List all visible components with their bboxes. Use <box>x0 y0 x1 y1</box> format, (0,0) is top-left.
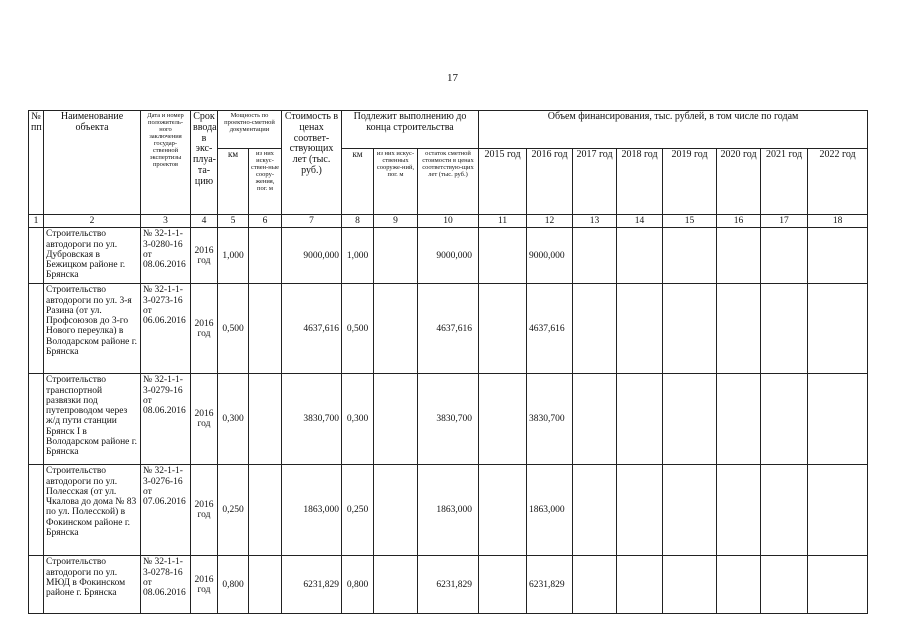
column-number: 6 <box>249 215 282 228</box>
remaining-art <box>374 374 418 465</box>
column-number: 18 <box>808 215 868 228</box>
header-rem-cost: остаток сметной стоимости в ценах соответствую-щих лет (тыс. руб.) <box>418 149 479 215</box>
header-capacity-art: из них искус-ствен-ные соору-жения, пог. м <box>249 149 282 215</box>
capacity-art <box>249 556 282 614</box>
column-number: 7 <box>282 215 342 228</box>
remaining-art <box>374 228 418 284</box>
header-year: 2019 год <box>663 149 717 215</box>
header-date: Дата и номер положитель-ного заключения государ-ственной экспертизы проектов <box>141 111 191 215</box>
financing-2016: 9000,000 <box>527 228 573 284</box>
financing-2017 <box>573 465 617 556</box>
financing-2018 <box>617 284 663 374</box>
financing-2018 <box>617 465 663 556</box>
cost-value: 4637,616 <box>282 284 342 374</box>
remaining-cost: 1863,000 <box>418 465 479 556</box>
header-num: № пп <box>29 111 44 215</box>
header-financing: Объем финансирования, тыс. рублей, в том числе по годам <box>479 111 868 149</box>
column-number: 1 <box>29 215 44 228</box>
capacity-art <box>249 374 282 465</box>
financing-2019 <box>663 228 717 284</box>
expertise-doc: № 32-1-1-3-0280-16 от 08.06.2016 <box>141 228 191 284</box>
column-number: 4 <box>191 215 218 228</box>
remaining-km: 0,800 <box>342 556 374 614</box>
financing-2016: 6231,829 <box>527 556 573 614</box>
remaining-km: 0,500 <box>342 284 374 374</box>
commission-term: 2016 год <box>191 556 218 614</box>
capacity-km: 0,800 <box>218 556 249 614</box>
financing-2015 <box>479 228 527 284</box>
row-number-cell <box>29 465 44 556</box>
remaining-km: 1,000 <box>342 228 374 284</box>
financing-2022 <box>808 465 868 556</box>
column-number: 13 <box>573 215 617 228</box>
header-year: 2022 год <box>808 149 868 215</box>
header-term: Срок ввода в экс-плуа-та-цию <box>191 111 218 215</box>
expertise-doc: № 32-1-1-3-0278-16 от 08.06.2016 <box>141 556 191 614</box>
capacity-km: 1,000 <box>218 228 249 284</box>
financing-2021 <box>761 556 808 614</box>
financing-2017 <box>573 284 617 374</box>
expertise-doc: № 32-1-1-3-0279-16 от 08.06.2016 <box>141 374 191 465</box>
row-number-cell <box>29 556 44 614</box>
expertise-doc: № 32-1-1-3-0276-16 от 07.06.2016 <box>141 465 191 556</box>
object-name: Строительство автодороги по ул. 3-я Разина (от ул. Профсоюзов до 3-го Нового переулка) в Володарском районе г. Брянска <box>44 284 141 374</box>
header-rem-art: из них искус-ственных сооруже-ний, пог. м <box>374 149 418 215</box>
financing-2016: 3830,700 <box>527 374 573 465</box>
header-year: 2017 год <box>573 149 617 215</box>
header-capacity-km: км <box>218 149 249 215</box>
column-number-row <box>29 215 868 228</box>
financing-2015 <box>479 556 527 614</box>
remaining-cost: 6231,829 <box>418 556 479 614</box>
commission-term: 2016 год <box>191 465 218 556</box>
remaining-cost: 4637,616 <box>418 284 479 374</box>
financing-2022 <box>808 284 868 374</box>
financing-table <box>28 110 868 614</box>
financing-2015 <box>479 465 527 556</box>
capacity-km: 0,500 <box>218 284 249 374</box>
financing-2021 <box>761 228 808 284</box>
column-number: 11 <box>479 215 527 228</box>
table-row <box>29 465 868 556</box>
cost-value: 1863,000 <box>282 465 342 556</box>
cost-value: 3830,700 <box>282 374 342 465</box>
capacity-km: 0,250 <box>218 465 249 556</box>
column-number: 16 <box>717 215 761 228</box>
header-rem-km: км <box>342 149 374 215</box>
financing-2019 <box>663 556 717 614</box>
header-year: 2015 год <box>479 149 527 215</box>
column-number: 5 <box>218 215 249 228</box>
object-name: Строительство автодороги по ул. Дубровская в Бежицком районе г. Брянска <box>44 228 141 284</box>
financing-2020 <box>717 284 761 374</box>
financing-2017 <box>573 556 617 614</box>
financing-2018 <box>617 556 663 614</box>
financing-2021 <box>761 284 808 374</box>
financing-2015 <box>479 374 527 465</box>
financing-2021 <box>761 465 808 556</box>
header-year: 2018 год <box>617 149 663 215</box>
table-row <box>29 556 868 614</box>
financing-2019 <box>663 374 717 465</box>
remaining-art <box>374 556 418 614</box>
financing-2016: 4637,616 <box>527 284 573 374</box>
object-name: Строительство автодороги по ул. МЮД в Фокинском районе г. Брянска <box>44 556 141 614</box>
capacity-art <box>249 284 282 374</box>
commission-term: 2016 год <box>191 374 218 465</box>
row-number-cell <box>29 228 44 284</box>
page-number: 17 <box>447 72 458 84</box>
column-number: 3 <box>141 215 191 228</box>
commission-term: 2016 год <box>191 228 218 284</box>
table-row <box>29 228 868 284</box>
header-name: Наименование объекта <box>44 111 141 215</box>
header-year: 2016 год <box>527 149 573 215</box>
commission-term: 2016 год <box>191 284 218 374</box>
financing-2019 <box>663 284 717 374</box>
object-name: Строительство автодороги по ул. Полесская (от ул. Чкалова до дома № 83 по ул. Полесской) в Фокинском районе г. Брянска <box>44 465 141 556</box>
financing-2016: 1863,000 <box>527 465 573 556</box>
financing-2018 <box>617 228 663 284</box>
object-name: Строительство транспортной развязки под путепроводом через ж/д пути станции Брянск I в Володарском районе г. Брянска <box>44 374 141 465</box>
remaining-art <box>374 465 418 556</box>
financing-2017 <box>573 228 617 284</box>
capacity-art <box>249 465 282 556</box>
financing-2020 <box>717 228 761 284</box>
header-remaining: Подлежит выполнению до конца строительства <box>342 111 479 149</box>
financing-2017 <box>573 374 617 465</box>
column-number: 10 <box>418 215 479 228</box>
financing-2019 <box>663 465 717 556</box>
financing-2021 <box>761 374 808 465</box>
column-number: 14 <box>617 215 663 228</box>
column-number: 2 <box>44 215 141 228</box>
column-number: 9 <box>374 215 418 228</box>
financing-2020 <box>717 556 761 614</box>
capacity-art <box>249 228 282 284</box>
remaining-cost: 9000,000 <box>418 228 479 284</box>
column-number: 8 <box>342 215 374 228</box>
financing-2022 <box>808 556 868 614</box>
remaining-cost: 3830,700 <box>418 374 479 465</box>
remaining-km: 0,250 <box>342 465 374 556</box>
financing-2020 <box>717 374 761 465</box>
header-year: 2020 год <box>717 149 761 215</box>
financing-2020 <box>717 465 761 556</box>
financing-2018 <box>617 374 663 465</box>
row-number-cell <box>29 284 44 374</box>
remaining-km: 0,300 <box>342 374 374 465</box>
column-number: 12 <box>527 215 573 228</box>
financing-2022 <box>808 228 868 284</box>
financing-2015 <box>479 284 527 374</box>
header-cost: Стоимость в ценах соответ-ствующих лет (тыс. руб.) <box>282 111 342 215</box>
cost-value: 6231,829 <box>282 556 342 614</box>
row-number-cell <box>29 374 44 465</box>
header-row-1 <box>29 111 868 149</box>
capacity-km: 0,300 <box>218 374 249 465</box>
table-row <box>29 374 868 465</box>
header-year: 2021 год <box>761 149 808 215</box>
financing-2022 <box>808 374 868 465</box>
table-row <box>29 284 868 374</box>
column-number: 15 <box>663 215 717 228</box>
column-number: 17 <box>761 215 808 228</box>
expertise-doc: № 32-1-1-3-0273-16 от 06.06.2016 <box>141 284 191 374</box>
remaining-art <box>374 284 418 374</box>
header-capacity: Мощность по проектно-сметной документации <box>218 111 282 149</box>
cost-value: 9000,000 <box>282 228 342 284</box>
